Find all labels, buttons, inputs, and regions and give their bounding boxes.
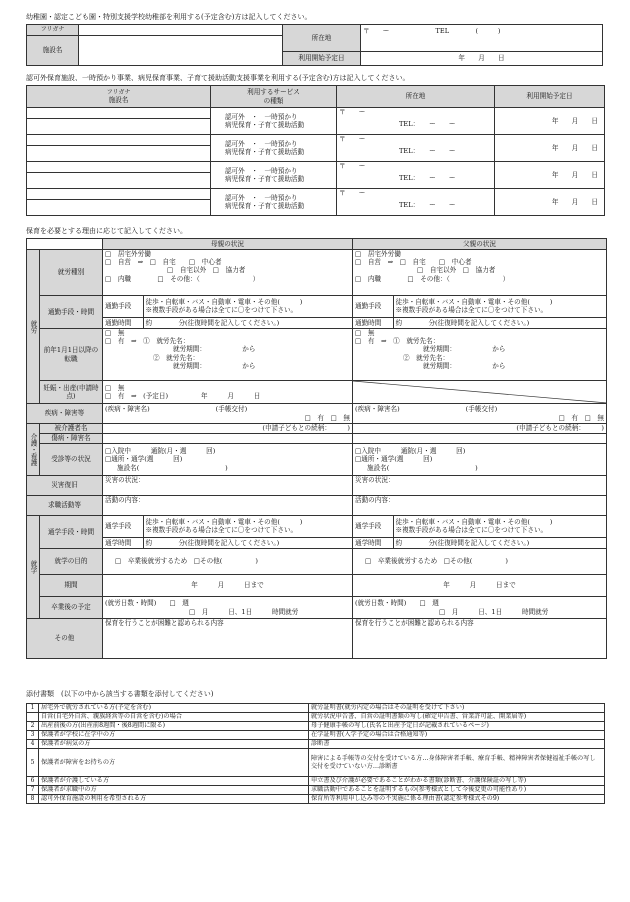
service-address-field[interactable]: 〒 ー TEL： ー ー — [337, 162, 495, 189]
attachment-row — [27, 795, 605, 804]
care-person-label: 被介護者名 — [40, 424, 103, 434]
attachment-condition: 保護者が学校に在学中の方 — [39, 731, 309, 740]
attachment-number: 1 — [27, 704, 39, 713]
section1-heading: 幼稚園・認定こども園・特別支援学校幼稚部を利用する(予定含む)方は記入してください。 — [26, 13, 312, 21]
service-address-field[interactable]: 〒 ー TEL： ー ー — [337, 189, 495, 216]
father-job-change[interactable]: □ 無 □ 有 ⇒ ① 就労先名： 就労期間： から ② 就労先名： 就労期間： から — [353, 329, 607, 381]
attachment-document: 障害による手帳等の交付を受けている方…身体障害者手帳、療育手帳、精神障害者保健福祉手帳の写し 交付を受けていない方…診断書 — [309, 749, 605, 777]
attachment-number: 3 — [27, 731, 39, 740]
mother-disaster[interactable]: 災害の状況： — [103, 476, 353, 496]
father-school-commute[interactable]: 通学手段 徒歩・自転車・バス・自動車・電車・その他( ) ※複数手段がある場合は全てに〇をつけて下さい。 通学時間 約 分(往復時間を記入してください。) — [353, 516, 607, 549]
service-type-field[interactable]: 認可外 ・ 一時預かり 病児保育・子育て援助活動 — [211, 135, 337, 162]
service-name-field[interactable] — [27, 119, 211, 135]
reason-table — [26, 238, 607, 659]
attachments-table — [26, 703, 605, 804]
father-header: 父親の状況 — [353, 239, 607, 250]
service-name-field[interactable] — [27, 173, 211, 189]
category-work: 就労 — [27, 250, 40, 404]
disaster-label: 災害復旧 — [27, 476, 103, 496]
service-furigana-field[interactable] — [27, 162, 211, 173]
father-work-type[interactable]: □ 居宅外労働 □ 自営 ⇒ □ 自宅 □ 中心者 □ 自宅以外 □ 協力者 □ 内職 □ その他：（ ） — [353, 250, 607, 296]
section4-heading: 添付書類 (以下の中から該当する書類を添付してください) — [26, 690, 214, 698]
mother-after-graduation[interactable]: (就労日数・時間) □ 週 □ 月 日、1日 時間就労 — [103, 597, 353, 619]
school-period-label: 期間 — [40, 575, 103, 597]
address-field[interactable]: 〒 ー TEL ( ) — [361, 25, 603, 52]
service-furigana-field[interactable] — [27, 108, 211, 119]
attachment-row — [27, 731, 605, 740]
attachment-condition: 出産前後の方(出産前8週間・後8週間に限る) — [39, 722, 309, 731]
father-after-graduation[interactable]: (就労日数・時間) □ 週 □ 月 日、1日 時間就労 — [353, 597, 607, 619]
mother-other[interactable]: 保育を行うことが困難と認められる内容 — [103, 619, 353, 659]
father-care-person[interactable]: (申請子どもとの続柄： ) — [353, 424, 607, 434]
mother-school-commute[interactable]: 通学手段 徒歩・自転車・バス・自動車・電車・その他( ) ※複数手段がある場合は全てに〇をつけて下さい。 通学時間 約 分(往復時間を記入してください。) — [103, 516, 353, 549]
attachment-condition: 保護者が介護している方 — [39, 777, 309, 786]
attachment-number: 2 — [27, 722, 39, 731]
attachment-row — [27, 786, 605, 795]
attachment-document: 申立書及び介護が必要であることがわかる書類(診断書、介護保険証の写し等) — [309, 777, 605, 786]
attachment-row — [27, 777, 605, 786]
attachment-row — [27, 722, 605, 731]
mother-school-period[interactable]: 年 月 日まで — [103, 575, 353, 597]
illness-label: 疾病・障害等 — [27, 404, 103, 424]
attachment-document: 就労証明書(就労内定の場合はその証明を受けて下さい) — [309, 704, 605, 713]
father-illness[interactable]: (疾病・障害名) (手帳交付) □ 有 □ 無 — [353, 404, 607, 424]
facility-name-label: 施設名 — [27, 36, 79, 66]
mother-pregnancy[interactable]: □ 無 □ 有 ⇒ (予定日) 年 月 日 — [103, 381, 353, 404]
attachment-row — [27, 713, 605, 722]
mother-care-illness[interactable] — [103, 434, 353, 444]
service-type-field[interactable]: 認可外 ・ 一時預かり 病児保育・子育て援助活動 — [211, 162, 337, 189]
furigana-field[interactable] — [79, 25, 283, 36]
attachment-condition: 保護者が求職中の方 — [39, 786, 309, 795]
other-label: その他 — [27, 619, 103, 659]
attachment-row — [27, 749, 605, 777]
mother-work-type[interactable]: □ 居宅外労働 □ 自営 ⇒ □ 自宅 □ 中心者 □ 自宅以外 □ 協力者 □ 内職 □ その他：（ ） — [103, 250, 353, 296]
service-address-field[interactable]: 〒 ー TEL： ー ー — [337, 135, 495, 162]
attachment-row — [27, 740, 605, 749]
section3-heading: 保育を必要とする理由に応じて記入してください。 — [26, 227, 187, 235]
attachment-document: 求職活動中であることを証明するもの(参考様式として今後変更の可能性あり) — [309, 786, 605, 795]
attachment-document: 診断書 — [309, 740, 605, 749]
attachment-condition: 自営(自宅外自営、親族経営等の自営を含む)の場合 — [39, 713, 309, 722]
attachment-condition: 保護者が病気の方 — [39, 740, 309, 749]
work-type-label: 就労種別 — [40, 250, 103, 296]
address-label: 所在地 — [283, 25, 361, 52]
father-pregnancy-na — [353, 381, 607, 404]
father-school-period[interactable]: 年 月 日まで — [353, 575, 607, 597]
service-start-field[interactable]: 年 月 日 — [495, 189, 605, 216]
start-date-field[interactable]: 年 月 日 — [361, 52, 603, 66]
father-disaster[interactable]: 災害の状況： — [353, 476, 607, 496]
school-purpose-label: 就学の目的 — [40, 549, 103, 575]
mother-commute[interactable]: 通勤手段 徒歩・自転車・バス・自動車・電車・その他( ) ※複数手段がある場合は全てに〇をつけて下さい。 通勤時間 約 分(往復時間を記入してください。) — [103, 296, 353, 329]
col-start-date: 利用開始予定日 — [495, 86, 605, 108]
service-furigana-field[interactable] — [27, 135, 211, 146]
attachment-condition: 認可外保育施設の利用を希望される方 — [39, 795, 309, 804]
col-facility-name: フリガナ 施設名 — [27, 86, 211, 108]
mother-job-change[interactable]: □ 無 □ 有 ⇒ ① 就労先名： 就労期間： から ② 就労先名： 就労期間： から — [103, 329, 353, 381]
kindergarten-table — [26, 24, 603, 66]
father-job-seeking[interactable]: 活動の内容： — [353, 496, 607, 516]
furigana-label: フリガナ — [27, 25, 79, 36]
commute-label: 通勤手段・時間 — [40, 296, 103, 329]
attachment-number: 8 — [27, 795, 39, 804]
father-care-illness[interactable] — [353, 434, 607, 444]
service-name-field[interactable] — [27, 146, 211, 162]
category-care: 介護・看護 — [27, 424, 40, 476]
service-type-field[interactable]: 認可外 ・ 一時預かり 病児保育・子育て援助活動 — [211, 189, 337, 216]
col-service-type: 利用するサービス の種類 — [211, 86, 337, 108]
start-date-label: 利用開始予定日 — [283, 52, 361, 66]
service-furigana-field[interactable] — [27, 189, 211, 200]
mother-illness[interactable]: (疾病・障害名) (手帳交付) □ 有 □ 無 — [103, 404, 353, 424]
attachment-condition: 保護者が障害をお持ちの方 — [39, 749, 309, 777]
service-address-field[interactable]: 〒 ー TEL： ー ー — [337, 108, 495, 135]
service-row — [27, 162, 605, 173]
father-care-status[interactable]: □入院中 通院(月・週 回) □通所・通学(週 回) 施設名( ) — [353, 444, 607, 476]
mother-school-purpose[interactable]: □ 卒業後就労するため □その他( ) — [103, 549, 353, 575]
service-row — [27, 108, 605, 119]
attachment-row — [27, 704, 605, 713]
pregnancy-label: 妊娠・出産(申請時点) — [40, 381, 103, 404]
father-other[interactable]: 保育を行うことが困難と認められる内容 — [353, 619, 607, 659]
service-start-field[interactable]: 年 月 日 — [495, 162, 605, 189]
father-school-purpose[interactable]: □ 卒業後就労するため □その他( ) — [353, 549, 607, 575]
school-commute-label: 通学手段・時間 — [40, 516, 103, 549]
attachment-number: 6 — [27, 777, 39, 786]
category-study: 就学 — [27, 516, 40, 619]
service-type-field[interactable]: 認可外 ・ 一時預かり 病児保育・子育て援助活動 — [211, 108, 337, 135]
facility-name-field[interactable] — [79, 36, 283, 66]
mother-care-person[interactable]: (申請子どもとの続柄： ) — [103, 424, 353, 434]
service-row — [27, 189, 605, 200]
attachment-number — [27, 713, 39, 722]
mother-header: 母親の状況 — [103, 239, 353, 250]
father-commute[interactable]: 通勤手段 徒歩・自転車・バス・自動車・電車・その他( ) ※複数手段がある場合は全てに〇をつけて下さい。 通勤時間 約 分(往復時間を記入してください。) — [353, 296, 607, 329]
attachment-number: 4 — [27, 740, 39, 749]
service-row — [27, 135, 605, 146]
attachment-document: 在学証明書(入学予定の場合は合格通知等) — [309, 731, 605, 740]
job-seeking-label: 求職活動等 — [27, 496, 103, 516]
mother-care-status[interactable]: □入院中 通院(月・週 回) □通所・通学(週 回) 施設名( ) — [103, 444, 353, 476]
care-illness-label: 傷病・障害名 — [40, 434, 103, 444]
service-name-field[interactable] — [27, 200, 211, 216]
service-start-field[interactable]: 年 月 日 — [495, 135, 605, 162]
attachment-document: 就労状況申告書、自営の証明書類の写し(確定申告書、営業許可証、開業届等) — [309, 713, 605, 722]
attachment-document: 母子健康手帳の写し(氏名と出産予定日が記載されているページ) — [309, 722, 605, 731]
care-status-label: 受診等の状況 — [40, 444, 103, 476]
attachment-document: 保育所等利用申し込み等の不実施に係る理由書(認定参考様式その9) — [309, 795, 605, 804]
after-graduation-label: 卒業後の予定 — [40, 597, 103, 619]
col-address: 所在地 — [337, 86, 495, 108]
attachment-condition: 居宅外で就労されている方(予定を含む) — [39, 704, 309, 713]
attachment-number: 5 — [27, 749, 39, 777]
mother-job-seeking[interactable]: 活動の内容： — [103, 496, 353, 516]
other-services-table — [26, 85, 605, 216]
job-change-label: 前年1月1日以降の転職 — [40, 329, 103, 381]
service-start-field[interactable]: 年 月 日 — [495, 108, 605, 135]
section2-heading: 認可外保育施設、一時預かり事業、病児保育事業、子育て援助活動支援事業を利用する(予定含む)方は記入してください。 — [26, 74, 410, 82]
attachment-number: 7 — [27, 786, 39, 795]
